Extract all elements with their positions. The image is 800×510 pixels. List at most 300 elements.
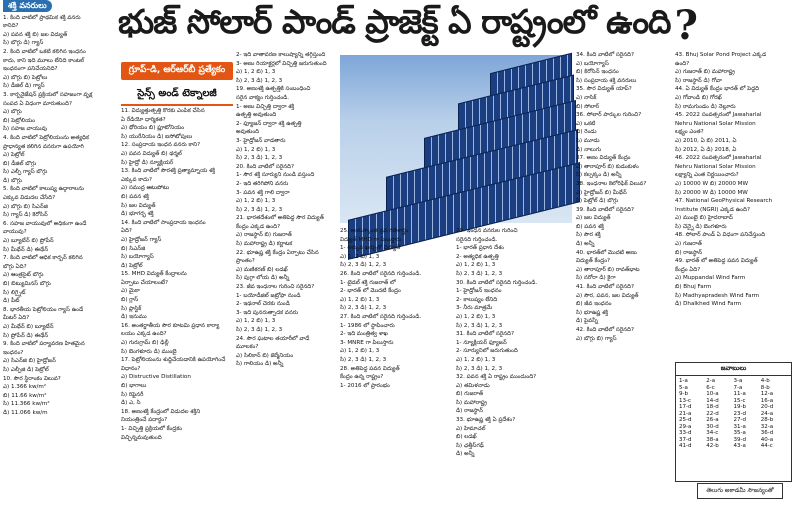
question-line: ఉంది?	[675, 60, 690, 67]
question-line: 46. 2022 సంవత్సరంలో Jawaharlal	[675, 155, 762, 162]
question-line: 27. కింది వాటిలో సరైనది గుర్తించండి.	[340, 313, 422, 320]
question-line: 48. సోలార్ పాండ్ ఏ విధంగా పనిచేస్తుంది	[675, 232, 766, 239]
question-line: సరైనది గుర్తించండి.	[456, 236, 498, 243]
question-line: ఎ) బయోగ్యాస్	[576, 60, 609, 67]
question-line: 47. National GeoPhysical Research	[675, 198, 773, 205]
question-line: 3- అణు రియాక్టర్లలో విచ్ఛిత్తి జరుగుతుంది	[236, 60, 327, 67]
headline-text: భుజ్ సోలార్ పాండ్ ప్రాజెక్ట్ ఏ రాష్ట్రంలో ఉంది	[118, 1, 671, 41]
question-line: సి) నరోరా డి) కైగా	[576, 275, 616, 282]
question-line: ఎ) బ్యూటేన్ బి) ప్రోపేన్	[3, 238, 54, 245]
question-line: ఎ) తారాపూర్ బి) కుడంకుళం	[576, 163, 639, 170]
question-line: 49. భారత్ లో అతిపెద్ద పవన విద్యుత్	[675, 258, 758, 265]
question-line: 3- నీరు మాత్రమే	[456, 305, 493, 312]
column-2	[121, 108, 231, 510]
question-list	[121, 108, 231, 442]
question-line: 3- MNRE గా పిలుస్తారు	[340, 339, 394, 346]
question-line: సి) పెట్రోల్ డి) బొగ్గు	[576, 198, 619, 205]
question-line: 25. అయస్కాంత ద్రవ గతిశాస్త్రం	[340, 228, 409, 234]
question-line: ఎ) బొగ్గు బి) గ్యాస్	[576, 335, 617, 342]
question-line: సి) మీథేన్ డి) ఈథేన్	[3, 246, 48, 253]
question-line: ఎక్కువ కాదు?	[121, 176, 152, 183]
question-line: సి) లిగ్నైట్	[3, 289, 26, 296]
answer-item: 5-a	[679, 384, 688, 391]
question-line: సి) Madhyapradesh Wind Farm	[675, 292, 760, 299]
question-line: సి) ఎల్పీజి డి) పెట్రోల్	[3, 366, 49, 373]
question-line: సి) సౌర శక్తి	[576, 232, 601, 239]
question-line: ఎ) 2010, ఏ బి) 2011, ఏ	[675, 137, 737, 144]
question-line: 20. కింది వాటిలో సరైనది?	[236, 163, 294, 170]
question-line: Nehru National Solar Mission	[675, 163, 756, 170]
answer-item: 20-d	[760, 404, 774, 410]
question-line: సి) మూడు	[576, 137, 600, 144]
question-line: 22. భూఉష్ణ శక్తి కేంద్రం ఏర్పాటు చేసిన	[236, 249, 319, 256]
question-line: ఎ) సిఎన్‌జి బి) హైడ్రోజన్	[3, 358, 56, 365]
question-line: ఎ) గుజరాత్ బి) మహారాష్ట్ర	[675, 69, 735, 76]
question-line: 44. ఏ విద్యుత్ కేంద్రం భారత్ లో పెద్దది	[675, 86, 760, 93]
question-line: ఎ) గుజరాత్	[675, 241, 702, 248]
question-line: 23. జీవ ఇంధనాల గురించి సరైనది?	[236, 284, 315, 291]
question-line: సంపద ఏ విధంగా మారుతుంది?	[3, 100, 72, 107]
question-line: డి) బొగ్గు	[3, 177, 22, 184]
question-line: 38. ఇంధనాల కెలోరిఫిక్ విలువ?	[576, 180, 647, 187]
question-line: 24. సౌర ఘటాల తయారీలో వాడే	[236, 335, 310, 342]
question-line: ఎ) 1, 2 బి) 1, 3	[456, 356, 496, 363]
question-line: సి) 2, 3 డి) 1, 2, 3	[456, 322, 503, 329]
question-line: సి) ఛత్తీస్‌గఢ్	[456, 442, 484, 449]
question-line: 45. 2022 సంవత్సరంలో Jawaharlal	[675, 112, 762, 119]
question-line: ఎ) మణికరణ్ బి) లడఖ్	[236, 266, 288, 273]
question-line: 9. కింది వాటిలో పర్యావరణ హితమైన	[3, 341, 85, 348]
question-list	[340, 228, 452, 390]
question-line: సి) బొగ్గు డి) గ్యాస్	[3, 40, 44, 47]
question-line: 11. విద్యుత్తుత్పత్తి కొరకు ఎంపిక చేసిన	[121, 108, 205, 114]
answer-item: 8-b	[760, 384, 770, 391]
question-line: విద్యుత్ MHD గా పిలుస్తారు	[340, 236, 402, 243]
question-line: ఏది?	[121, 228, 132, 235]
question-line: బి) సోలార్	[576, 103, 600, 110]
question-line: Institute (NGRI) ఎక్కడ ఉంది?	[675, 206, 750, 213]
question-line: సి) 2, 3 డి) 1, 2, 3	[340, 356, 387, 363]
question-line: సి) పుగ్గా లోయ డి) అన్నీ	[236, 275, 290, 282]
answer-item: 14-d	[706, 397, 719, 404]
question-line: ఎ) 1, 2 బి) 1, 3	[236, 146, 276, 153]
subject-tag: సైన్స్ అండ్ టెక్నాలజీ	[121, 84, 233, 106]
answer-item: 7-a	[733, 384, 743, 391]
question-line: 12. సంప్రదాయ ఇంధన వనరు కాని?	[121, 142, 201, 149]
question-line: సి) 11.366 kw/m²	[3, 401, 50, 408]
question-line: డి) ఇనుము	[121, 314, 147, 321]
question-line: ఉత్పత్తి అవుతుంది	[236, 112, 277, 119]
answer-item: 33-d	[679, 430, 692, 436]
question-line: 39. కింది వాటిలో సరైనది?	[576, 206, 634, 213]
question-line: సి) 2, 3 డి) 1, 2, 3	[456, 270, 503, 277]
question-line: 14. కింది వాటిలో సాంప్రదాయ ఇంధనం	[121, 219, 206, 226]
answer-item: 40-a	[760, 436, 774, 443]
question-line: సి) 2, 3 డి) 1, 2, 3	[340, 262, 387, 269]
question-line: 26. కింది వాటిలో సరైనది గుర్తించండి.	[340, 270, 422, 277]
question-line: బి) బిట్యుమినస్ బొగ్గు	[3, 281, 51, 287]
question-line: ఎ) 1.366 kw/m²	[3, 384, 47, 391]
question-line: ఎ) హైడ్రోజన్ గ్యాస్	[121, 236, 162, 243]
answer-item: 15-c	[733, 397, 746, 404]
answer-item: 39-d	[733, 436, 746, 443]
question-line: ఎ) తమిళనాడు	[456, 382, 490, 389]
question-line: 1- న్యూక్లియర్ ఫ్యూజన్	[456, 339, 507, 346]
question-line: సి) డీజిల్ డి) గ్యాస్	[3, 83, 45, 90]
answer-grid	[676, 376, 791, 451]
question-line: సి) మహారాష్ట్ర డి) కర్ణాటక	[236, 241, 293, 248]
question-line: 18. అణుశక్తి కేంద్రంలో విడుదల శక్తిని	[121, 408, 201, 415]
question-line: సి) హైడ్రో డి) న్యూక్లియర్	[121, 159, 174, 166]
question-line: ఎ) జల విద్యుత్	[576, 215, 611, 222]
question-line: ఎ) మీథేన్ బి) బ్యూటేన్	[3, 323, 54, 330]
answer-item: 19-b	[733, 404, 746, 410]
question-line: బి) జీవ ఇంధనం	[576, 301, 612, 308]
question-line: ఇంధనంగా పనిచేయనిది?	[3, 66, 58, 73]
question-line: బి) పెట్రోలియం	[3, 117, 35, 124]
question-line: సి) 20000 W డి) 10000 MW	[675, 189, 748, 196]
question-line: 30. కింది వాటిలో సరైనది గుర్తించండి.	[456, 279, 538, 286]
question-line: సి) 2, 3 డి) 1, 2, 3	[340, 305, 387, 312]
question-line: 2- ఫ్యూజన్ ద్వారా శక్తి ఉత్పత్తి	[236, 120, 302, 127]
question-line: 2- ఇది మంత్రిత్వ శాఖ	[340, 331, 388, 338]
question-line: సి) యురేనియం డి) ఐసోటోపులు	[121, 133, 193, 140]
question-line: సి) రిఫైనరీ	[121, 391, 144, 398]
question-list	[576, 52, 670, 343]
question-line: సి) బెంగళూరు డి) ముంబై	[121, 348, 177, 355]
question-line: సి) గ్యాస్ డి) కెరోసిన్	[3, 212, 48, 219]
question-line: 29. ఇంధన వనరుల గురించి	[456, 228, 518, 234]
question-line: 2- ఇథనాల్ చెరకు నుండి	[236, 301, 290, 308]
question-line: సి) 2, 3 డి) 1, 2, 3	[456, 365, 503, 372]
question-line: ఎ) సౌర, పవన, జల విద్యుత్	[576, 292, 639, 299]
question-line: ఎ) ఒకటి	[576, 120, 596, 127]
question-line: 15. MHD విద్యుత్ కేంద్రాలను	[121, 271, 187, 278]
question-line: ఎ) 1, 2 బి) 1, 3	[456, 262, 496, 269]
question-line: 1- 1986 లో స్థాపించారు	[340, 322, 395, 329]
question-line: బొగ్గు ఏది?	[3, 263, 27, 270]
question-line: వాయువు?	[3, 229, 27, 236]
answer-item: 17-d	[679, 404, 692, 410]
question-line: 3- ఇది పునరుత్పాదక వనరు	[236, 309, 298, 316]
question-line: 4. కింది వాటిలో పెట్రోలియంను అత్యధిక	[3, 134, 89, 141]
answer-key-header: జవాబులు	[676, 363, 791, 376]
question-line: సి) సంప్రదాయ శక్తి వనరులు	[576, 77, 637, 84]
question-line: బి) 11.66 kw/m²	[3, 392, 47, 399]
question-line: ఎ) హిమాచల్	[456, 425, 486, 432]
question-line: ఎ) గురుగ్రామ్ బి) ఢిల్లీ	[121, 340, 169, 347]
question-line: సి) బయోగ్యాస్	[121, 254, 154, 261]
question-line: ఎ) పవన విద్యుత్ బి) థర్మల్	[121, 150, 182, 157]
group-tag: గ్రూప్-డి, ఆర్ఆర్‌బీ ప్రత్యేకం	[121, 62, 233, 80]
question-line: సి) జల విద్యుత్	[121, 202, 156, 209]
credit-footer: తెలుగు అకాడమీ సౌజన్యంతో	[697, 483, 783, 499]
question-line: 2- సూర్యునిలో జరుగుతుంది	[456, 348, 518, 355]
question-line: 41. కింది వాటిలో సరైనది?	[576, 284, 634, 291]
question-line: 16. అంతర్జాతీయ సౌర కూటమి ప్రధాన కార్యా	[121, 322, 220, 329]
question-line: సి) సహజ వాయువు	[3, 126, 48, 133]
question-line: సి) భూఉష్ణ శక్తి	[576, 309, 609, 316]
question-line: 21. భారతదేశంలో అతిపెద్ద సౌర విద్యుత్	[236, 215, 324, 222]
answer-item: 24-a	[760, 410, 774, 417]
question-line: ఎ) Distructive Distillation	[121, 374, 191, 381]
question-line: బి) సిఎన్‌జి	[121, 245, 146, 252]
question-list	[3, 15, 116, 418]
question-line: ఎ) బొగ్గు	[3, 109, 22, 116]
question-line: 40. భారత్‌లో మొదటి అణు	[576, 249, 637, 256]
question-line: ప్రాంతం?	[236, 258, 255, 265]
question-line: ప్రాధాన్యత కలిగిన వనరుగా ఉపయోగి	[3, 143, 84, 150]
question-list	[456, 228, 570, 459]
question-line: ఏర్పాటు చేయాలంటే?	[121, 279, 168, 286]
question-line: ఎ) సముద్ర ఆటుపోటు	[121, 185, 170, 192]
question-line: విచ్ఛిన్నమవుతుంది	[121, 434, 162, 441]
answer-item: 1-a	[679, 378, 688, 384]
question-line: కేంద్రం ఎక్కడ ఉంది?	[236, 223, 281, 230]
question-line: ఎ) బొగ్గు బి) సిఎన్‌జి	[3, 203, 48, 210]
question-line: ఎ) 1, 2 బి) 1, 3	[340, 348, 380, 355]
question-line: 37. అణు విద్యుత్ కేంద్రం	[576, 155, 631, 162]
question-line: 3- హైడ్రోజన్ వాడతారు	[236, 137, 286, 144]
question-line: డి) భూగర్భ శక్తి	[121, 211, 154, 218]
question-line: బి) లడఖ్	[456, 434, 477, 441]
question-line: సి) ప్లాస్టిక్	[121, 305, 142, 312]
question-line: 1- విచ్ఛిత్తి ప్రక్రియలో కేంద్రకం	[121, 425, 183, 432]
question-line: 3. కార్బనైజేషన్ ప్రక్రియలో సహజంగా వృక్ష	[3, 91, 93, 98]
question-line: 1- హైడ్రోజన్ ఇంధనం	[456, 288, 502, 295]
question-line: 2- కాలుష్యం లేనిది	[456, 296, 498, 303]
answer-item: 6-c	[706, 384, 715, 391]
question-line: ఎ) 1, 2 బి) 1, 3	[236, 318, 276, 325]
question-line: 1- టైడల్ శక్తి గుజరాత్ లో	[340, 279, 396, 286]
question-line: 34. కింది వాటిలో సరైనది?	[576, 52, 634, 58]
question-line: ఎ) 1, 2 బి) 1, 3	[340, 253, 380, 260]
question-line: సి) ప్రోపేన్ డి) ఈథేన్	[3, 332, 49, 339]
question-line: డి) అన్నీ	[576, 241, 595, 248]
question-line: సి) ఎల్పీ గ్యాస్ బొగ్గు	[3, 169, 48, 176]
question-line: డి) Dhalkhed Wind Farm	[675, 301, 742, 308]
question-line: కేంద్రం ఉన్న రాష్ట్రం?	[340, 374, 384, 381]
answer-item: 31-a	[733, 423, 746, 430]
question-line: నియంత్రించే పదార్థం?	[121, 417, 168, 424]
answer-item: 11-a	[733, 391, 746, 397]
question-line: ఎ) సిలికాన్ బి) జెర్మేనియం	[236, 352, 294, 359]
question-line: ఎ) 10000 W బి) 20000 MW	[675, 180, 749, 187]
question-line: 7. కింది వాటిలో ఆధిక కార్బన్ కలిగిన	[3, 255, 83, 262]
question-line: లయం ఎక్కడ ఉంది?	[121, 331, 167, 338]
solar-panels-photo	[340, 55, 572, 223]
answer-item: 9-b	[679, 391, 688, 397]
question-line: సి) రామగుండం డి) నెల్లూరు	[675, 103, 736, 110]
question-line: ఎ) నాసిక్	[576, 94, 597, 101]
question-line: 1- సౌర శక్తి సూర్యుని నుండి వస్తుంది	[236, 172, 315, 179]
question-list	[675, 52, 797, 309]
answer-item: 4-b	[760, 378, 770, 384]
question-line: 6. సహజ వాయువులో అధికంగా ఉండే	[3, 220, 87, 227]
question-line: ఎ) 1, 2 బి) 1, 3	[236, 198, 276, 205]
question-line: డి) 11.066 kw/m	[3, 409, 48, 416]
answer-item: 41-d	[679, 443, 692, 449]
question-line: మూలకం?	[236, 344, 259, 351]
question-line: 31. కింది వాటిలో సరైనది?	[456, 331, 514, 338]
question-line: 35. సౌర విద్యుత్ యాప్‌?	[576, 86, 632, 93]
question-line: 32. పవన శక్తి ఏ రాష్ట్రం ముందుంది?	[456, 374, 537, 381]
question-line: డి) అన్నీ	[456, 451, 475, 458]
column-6	[576, 52, 670, 510]
answer-item: 3-a	[733, 378, 743, 384]
section-header: శక్తి వనరులు	[3, 0, 52, 12]
question-line: సి) 2, 3 డి) 1, 2, 3	[236, 77, 283, 84]
answer-item: 37-d	[679, 436, 692, 443]
question-line: 1- తక్కువ ఖర్చుతో విద్యుత్	[340, 245, 401, 252]
question-list	[236, 52, 336, 369]
answer-item: 32-a	[760, 423, 774, 430]
answer-item: 13-c	[679, 397, 692, 404]
answer-item: 16-a	[760, 397, 774, 404]
question-line: బి) Bhuj Farm	[675, 284, 712, 291]
answer-item: 25-d	[679, 417, 692, 423]
answer-item: 10-a	[706, 391, 719, 397]
question-line: 10. సౌర స్థిరాంకం విలువ?	[3, 375, 61, 382]
question-line: బి) డీజిల్ బొగ్గు	[3, 160, 37, 167]
question-line: సరైన వాక్యం గుర్తించండి.	[236, 94, 290, 101]
question-line: ఎ) 1, 2 బి) 1, 3	[340, 296, 380, 303]
column-5	[456, 228, 570, 510]
question-line: సి) రాజస్థాన్ డి) గోవా	[675, 77, 722, 84]
answer-item: 23-d	[733, 410, 746, 417]
answer-item: 38-a	[706, 436, 719, 443]
question-line: 8. భారతీయ పెట్రోలియం గ్యాస్ ఉండే	[3, 306, 84, 313]
question-line: 2- ఇది తరిగిపోని వనరు	[236, 180, 289, 187]
question-line: ఏ రేడియో ధార్మికత?	[121, 116, 166, 123]
question-line: కేంద్రం ఏది?	[675, 266, 701, 273]
question-line: ఎ) తారాపూర్ బి) రావత్‌భాట	[576, 266, 640, 273]
column-4	[340, 228, 452, 510]
question-line: డి) పీట్	[3, 298, 20, 305]
question-line: 1- 2016 లో ప్రారంభం	[340, 382, 390, 389]
answer-item: 22-d	[706, 410, 719, 417]
answer-item: 42-b	[706, 443, 719, 449]
question-line: 2- ఇది వాతావరణ కాలుష్యాన్ని తగ్గిస్తుంది	[236, 52, 326, 58]
question-line: ఇంధనం?	[3, 349, 24, 356]
answer-item: 44-c	[760, 443, 773, 449]
question-line: 43. Bhuj Solar Pond Project ఎక్కడ	[675, 52, 767, 58]
answer-key	[675, 362, 792, 482]
question-line: 13. కింది వాటిలో సౌరశక్తి ప్రత్యామ్నాయ శక్తి	[121, 168, 216, 175]
question-line: ఎ) పవన శక్తి బి) జల విద్యుత్	[3, 31, 68, 38]
question-line: డి) పెట్రోల్	[121, 262, 143, 269]
question-line: సి) మహారాష్ట్ర	[456, 399, 487, 406]
question-line: అవుతుంది	[236, 129, 260, 136]
question-line: కానిది?	[3, 23, 19, 30]
question-line: 36. సోలార్ పార్కుల గురించి?	[576, 112, 642, 119]
question-line: 33. భూఉష్ణ శక్తి ఏ ప్రదేశం?	[456, 417, 516, 424]
headline	[118, 0, 697, 50]
question-line: డి) పైవన్నీ	[576, 318, 598, 325]
question-line: 2- భారత్ లో మొదటి కేంద్రం	[340, 288, 401, 295]
question-line: సి) 2, 3 డి) 1, 2, 3	[236, 327, 283, 333]
question-line: ఎ) ఆంత్రసైట్ బొగ్గు	[3, 272, 44, 279]
question-line: సి) కల్పక్కం డి) అన్నీ	[576, 172, 622, 179]
answer-item: 18-d	[706, 404, 719, 410]
question-line: విద్యుత్ కేంద్రం?	[576, 258, 611, 265]
question-line: బి) పవన శక్తి	[121, 193, 149, 200]
question-line: ఎ) మైకా	[121, 288, 140, 295]
question-line: సి) 2, 3 డి) 1, 2, 3	[236, 206, 283, 213]
answer-item: 28-b	[760, 417, 774, 423]
question-line: సి) చెన్నై డి) బెంగళూరు	[675, 223, 727, 230]
question-line: 1. కింది వాటిలో ప్రాథమిక శక్తి వనరు	[3, 14, 81, 21]
question-line: ఎ) హైడ్రోజన్ బి) మీథేన్	[576, 189, 627, 196]
question-line: 2- అత్యధిక ఉత్పత్తి	[456, 253, 499, 260]
answer-item: 43-a	[733, 443, 746, 449]
question-line: 1- బయోడీజిల్ జట్రోఫా నుండి	[236, 292, 301, 299]
question-line: ఎ) ముంబై బి) హైదరాబాద్	[675, 215, 733, 222]
column-1	[3, 0, 116, 510]
question-line: ఎ) బొగ్గు బి) పెట్రోలు	[3, 74, 48, 81]
question-line: ఎ) 1, 2 బి) 1, 3	[456, 313, 496, 320]
question-line: ఎక్కువ విడుదల చేసేది?	[3, 195, 56, 202]
question-line: ఎ) గోవాండి బి) గోరఖ్	[675, 94, 722, 101]
answer-item: 30-d	[706, 423, 719, 430]
answer-item: 12-a	[760, 391, 774, 397]
answer-item: 26-a	[706, 417, 719, 423]
question-line: బి) గుజరాత్	[456, 391, 484, 398]
answer-item: 36-d	[760, 430, 774, 436]
question-line: డి) రాజస్థాన్	[456, 408, 483, 415]
question-line: సి) 2, 3 డి) 1, 2, 3	[236, 155, 283, 162]
answer-item: 34-c	[706, 430, 719, 436]
question-line: లక్ష్యాన్ని ఎంత నిర్ణయించారు?	[675, 172, 739, 179]
question-line: బి) గ్లాస్	[121, 297, 139, 304]
answer-item: 2-a	[706, 378, 716, 384]
question-line: కాదు, కాని ఇది మూలు లేనిది కాంటల్	[3, 57, 85, 64]
question-line: సి) గాలియం డి) అన్నీ	[236, 361, 284, 368]
question-line: సి) 2012, ఏ డి) 2018, ఏ	[675, 146, 737, 153]
question-line: 28. అతిపెద్ద పవన విద్యుత్	[340, 365, 400, 372]
question-line: 3- పవన శక్తి గాలి ద్వారా	[236, 189, 290, 196]
question-line: డి) నాలుగు	[576, 146, 602, 153]
question-line: Nehru National Solar Mission	[675, 120, 756, 127]
question-line: 5. కింది వాటిలో కాలుష్య ఉద్గారాలను	[3, 186, 84, 193]
column-3	[236, 52, 336, 510]
question-line: ఎ) థోరియం బి) ప్లూటోనియం	[121, 125, 185, 132]
question-line: విధానం?	[121, 365, 141, 372]
answer-item: 27-d	[733, 417, 746, 423]
headline-question-mark: ?	[674, 1, 697, 49]
column-7	[675, 52, 797, 358]
question-line: బి) రెండు	[576, 129, 597, 136]
question-line: 17. పెట్రోలియంను శుద్ధిచేయడానికి ఉపయోగించే	[121, 357, 226, 364]
question-line: ఎ) Muppandal Wind Farm	[675, 275, 746, 282]
question-line: బి) భాగాలు	[121, 383, 147, 389]
question-line: బి) పవన శక్తి	[576, 223, 604, 230]
question-line: బి) కిరోసిన్ ఇంధనం	[576, 69, 619, 76]
answer-item: 35-a	[733, 430, 746, 436]
question-line: ఎ) 1, 2 బి) 1, 3	[236, 69, 276, 76]
question-line: 19. అణుశక్తి ఉత్పత్తికి సంబంధించి	[236, 86, 311, 93]
question-line: 1- భారత్ ప్రధాన దేశం	[456, 245, 504, 252]
question-line: 1- అణు విచ్ఛిత్తి ద్వారా శక్తి	[236, 103, 295, 110]
question-line: బి) రాజస్థాన్	[675, 249, 703, 256]
question-line: డి) ఎ, సి	[121, 400, 141, 407]
answer-item: 29-a	[679, 423, 692, 430]
question-line: ఎ) రాజస్థాన్ బి) గుజరాత్	[236, 232, 292, 239]
question-line: లక్ష్యం ఎంత?	[675, 129, 704, 136]
question-line: 2. కింది వాటిలో ఒకటి కలిగిన ఇంధనం	[3, 48, 86, 55]
question-line: ఎ) పెట్రోల్	[3, 152, 25, 159]
answer-item: 21-a	[679, 410, 692, 417]
